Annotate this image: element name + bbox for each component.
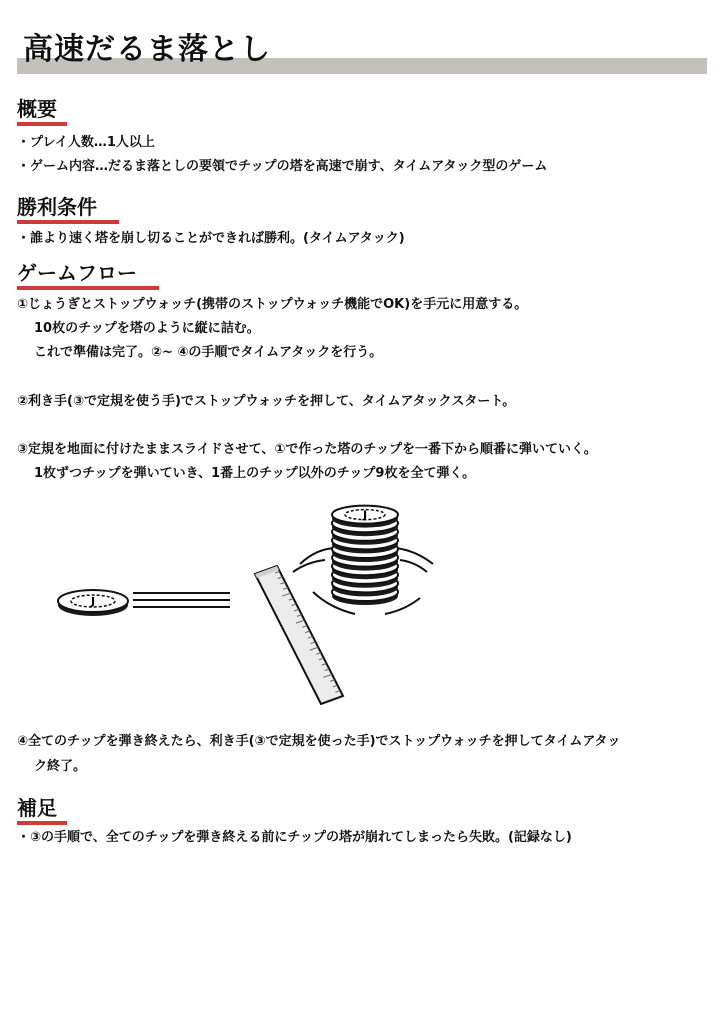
flicked-chip: [58, 590, 128, 616]
ruler: [255, 566, 343, 704]
overview-heading-text: 概要: [17, 97, 57, 121]
flow-step2-line1: ②利き手(③で定規を使う手)でストップウォッチを押して、タイムアタックスタート。: [17, 394, 516, 409]
overview-heading-underline: [17, 122, 67, 126]
title-banner: [17, 30, 707, 76]
flow-step1-line1: ①じょうぎとストップウォッチ(携帯のストップウォッチ機能でOK)を手元に用意する。: [17, 297, 528, 312]
victory-heading-text: 勝利条件: [17, 195, 97, 219]
overview-line-content: ・ゲーム内容…だるま落としの要領でチップの塔を高速で崩す、タイムアタック型のゲーム: [17, 159, 548, 174]
flow-step4-line2: ク終了。: [34, 759, 87, 774]
notes-line: ・③の手順で、全てのチップを弾き終える前にチップの塔が崩れてしまったら失敗。(記録なし): [17, 830, 572, 845]
victory-heading: [17, 194, 97, 220]
flow-step4-line1: ④全てのチップを弾き終えたら、利き手(③で定規を使った手)でストップウォッチを押してタイムアタッ: [17, 734, 621, 749]
chip-mark: J: [90, 595, 96, 608]
tower-top-chip-mark: J: [362, 508, 368, 522]
flow-illustration: [55, 492, 455, 714]
flow-heading-underline: [17, 286, 159, 290]
chip-tower: [332, 506, 398, 605]
flow-heading: [17, 260, 137, 286]
victory-line: ・誰より速く塔を崩し切ることができれば勝利。(タイムアタック): [17, 231, 405, 246]
flow-heading-text: ゲームフロー: [17, 261, 137, 285]
overview-line-players: ・プレイ人数…1人以上: [17, 135, 155, 150]
notes-heading-text: 補足: [17, 796, 57, 820]
flow-step1-line2: 10枚のチップを塔のように縦に詰む。: [34, 321, 260, 336]
page-title: 高速だるま落とし: [23, 32, 271, 67]
overview-heading: [17, 96, 57, 122]
notes-heading: [17, 795, 57, 821]
notes-heading-underline: [17, 821, 67, 825]
victory-heading-underline: [17, 220, 119, 224]
flow-step3-line2: 1枚ずつチップを弾いていき、1番上のチップ以外のチップ9枚を全て弾く。: [34, 466, 476, 481]
motion-lines: [133, 593, 230, 607]
flow-step3-line1: ③定規を地面に付けたままスライドさせて、①で作った塔のチップを一番下から順番に弾いていく。: [17, 442, 597, 457]
flow-step1-line3: これで準備は完了。②~ ④の手順でタイムアタックを行う。: [34, 345, 383, 360]
tower-chip: [332, 506, 398, 528]
